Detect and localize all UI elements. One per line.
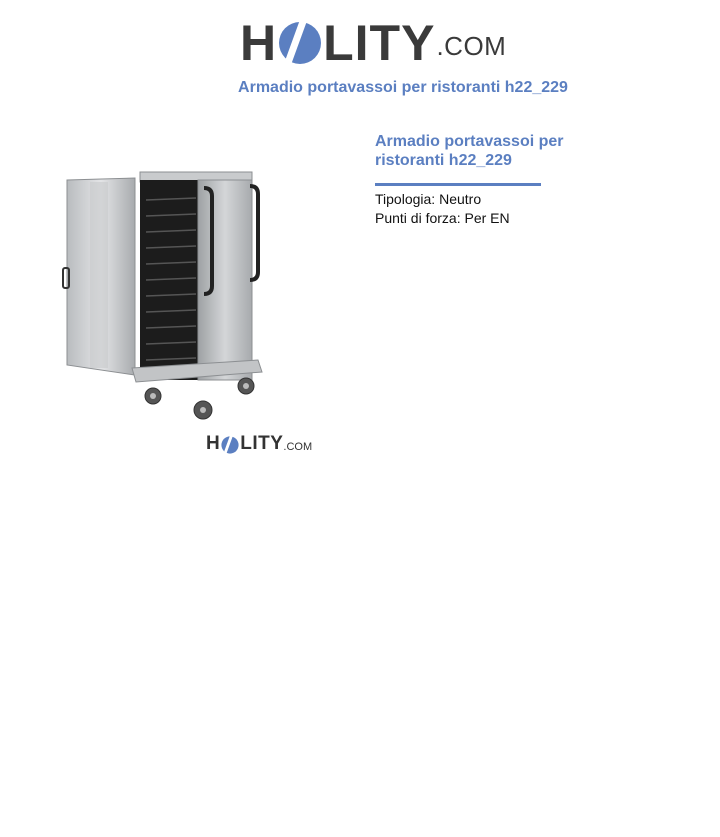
watermark-o-icon — [221, 436, 239, 454]
watermark-letters-lity: LITY — [240, 433, 284, 454]
product-image — [0, 120, 328, 468]
image-watermark — [206, 433, 312, 455]
product-name: Armadio portavassoi per ristoranti h22_229 — [375, 133, 564, 169]
spec-tipologia — [375, 190, 615, 209]
spec-value: Neutro — [439, 191, 482, 207]
watermark-suffix: .COM — [283, 441, 313, 453]
spec-value: Per EN — [464, 210, 510, 226]
site-logo[interactable] — [240, 12, 507, 71]
tray-cabinet-illustration — [0, 120, 328, 468]
logo-suffix: .COM — [436, 31, 507, 61]
logo-o-icon — [278, 21, 322, 65]
spec-punti-di-forza — [375, 209, 615, 228]
logo-letter-h: H — [240, 15, 278, 71]
page-title: Armadio portavassoi per ristoranti h22_229 — [238, 79, 568, 96]
logo-wordmark — [240, 15, 436, 71]
watermark-letter-h: H — [206, 433, 221, 454]
product-info — [375, 132, 615, 228]
logo-letters-lity: LITY — [323, 15, 436, 71]
spec-label: Punti di forza: — [375, 210, 461, 226]
title-divider — [375, 183, 541, 186]
spec-label: Tipologia: — [375, 191, 436, 207]
